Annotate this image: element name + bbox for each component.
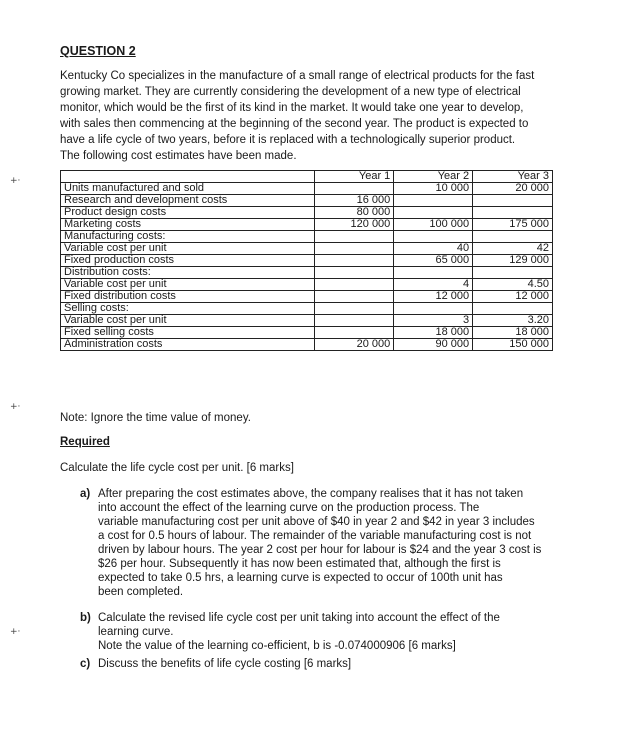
table-row bbox=[61, 255, 553, 267]
part-letter: b) bbox=[80, 612, 91, 624]
part-line: Note the value of the learning co-efficient, b is -0.074000906 [6 marks] bbox=[98, 640, 456, 652]
part-a bbox=[80, 487, 550, 599]
intro-line: growing market. They are currently considering the development of a new type of electrical bbox=[60, 86, 521, 98]
table-row bbox=[61, 267, 553, 279]
cell-year3 bbox=[473, 195, 553, 207]
part-line: driven by labour hours. The year 2 cost per hour for labour is $24 and the year 3 cost is bbox=[98, 544, 542, 556]
part-line: learning curve. bbox=[98, 626, 174, 638]
row-label: Product design costs bbox=[61, 207, 315, 219]
intro-line: with sales then commencing at the beginning of the second year. The product is expected to bbox=[60, 118, 529, 130]
intro-line: monitor, which would be the first of its kind in the market. It would take one year to develop, bbox=[60, 102, 524, 114]
cell-year1 bbox=[315, 303, 394, 315]
cell-year3: 4.50 bbox=[473, 279, 553, 291]
row-label: Administration costs bbox=[61, 339, 315, 351]
calculate-instruction: Calculate the life cycle cost per unit. [6 marks] bbox=[60, 462, 294, 474]
note-text: Note: Ignore the time value of money. bbox=[60, 412, 251, 424]
row-label: Units manufactured and sold bbox=[61, 183, 315, 195]
cell-year3: 42 bbox=[473, 243, 553, 255]
cell-year2: 90 000 bbox=[394, 339, 473, 351]
cell-year3 bbox=[473, 267, 553, 279]
row-label: Variable cost per unit bbox=[61, 279, 315, 291]
row-label: Marketing costs bbox=[61, 219, 315, 231]
part-letter: a) bbox=[80, 488, 91, 500]
table-row bbox=[61, 303, 553, 315]
part-line: been completed. bbox=[98, 586, 184, 598]
cell-year3: 150 000 bbox=[473, 339, 553, 351]
part-line: a cost for 0.5 hours of labour. The remainder of the variable manufacturing cost is not bbox=[98, 530, 532, 542]
table-row bbox=[61, 243, 553, 255]
part-line: into account the effect of the learning curve on the production process. The bbox=[98, 502, 480, 514]
cell-year3: 18 000 bbox=[473, 327, 553, 339]
table-header-cell: Year 3 bbox=[473, 171, 553, 183]
part-line: After preparing the cost estimates above, the company realises that it has not taken bbox=[98, 488, 524, 500]
margin-mark: +· bbox=[10, 627, 21, 637]
cell-year2 bbox=[394, 267, 473, 279]
part-line: $26 per hour. Subsequently it has now been estimated that, although the first is bbox=[98, 558, 501, 570]
row-label: Fixed selling costs bbox=[61, 327, 315, 339]
cell-year1: 120 000 bbox=[315, 219, 394, 231]
table-header-cell: Year 2 bbox=[394, 171, 473, 183]
cell-year1 bbox=[315, 231, 394, 243]
table-row bbox=[61, 339, 553, 351]
row-label: Research and development costs bbox=[61, 195, 315, 207]
part-body bbox=[98, 611, 550, 653]
cell-year3: 20 000 bbox=[473, 183, 553, 195]
cell-year1 bbox=[315, 243, 394, 255]
cell-year2 bbox=[394, 231, 473, 243]
part-line: Calculate the revised life cycle cost per unit taking into account the effect of the bbox=[98, 612, 500, 624]
row-label: Variable cost per unit bbox=[61, 243, 315, 255]
margin-mark: +· bbox=[10, 402, 21, 412]
row-label: Selling costs: bbox=[61, 303, 315, 315]
table-row bbox=[61, 195, 553, 207]
part-b bbox=[80, 611, 550, 653]
intro-line: The following cost estimates have been made. bbox=[60, 150, 297, 162]
required-heading: Required bbox=[60, 436, 110, 448]
cell-year3: 12 000 bbox=[473, 291, 553, 303]
cell-year2: 40 bbox=[394, 243, 473, 255]
cell-year2 bbox=[394, 207, 473, 219]
cell-year2: 10 000 bbox=[394, 183, 473, 195]
cell-year1 bbox=[315, 267, 394, 279]
cell-year2: 18 000 bbox=[394, 327, 473, 339]
table-header-cell: Year 1 bbox=[315, 171, 394, 183]
cell-year3 bbox=[473, 231, 553, 243]
row-label: Fixed production costs bbox=[61, 255, 315, 267]
cell-year2: 100 000 bbox=[394, 219, 473, 231]
cell-year3: 129 000 bbox=[473, 255, 553, 267]
cell-year3 bbox=[473, 303, 553, 315]
table-row bbox=[61, 207, 553, 219]
cell-year2: 65 000 bbox=[394, 255, 473, 267]
table-row bbox=[61, 327, 553, 339]
row-label: Manufacturing costs: bbox=[61, 231, 315, 243]
intro-line: have a life cycle of two years, before it is replaced with a technologically superior product. bbox=[60, 134, 516, 146]
part-letter: c) bbox=[80, 658, 91, 670]
cell-year1: 16 000 bbox=[315, 195, 394, 207]
table-row bbox=[61, 231, 553, 243]
row-label: Variable cost per unit bbox=[61, 315, 315, 327]
cell-year2 bbox=[394, 303, 473, 315]
part-line: expected to take 0.5 hrs, a learning curve is expected to occur of 100th unit has bbox=[98, 572, 503, 584]
part-c bbox=[80, 657, 550, 671]
question-title: QUESTION 2 bbox=[60, 44, 136, 58]
cell-year1 bbox=[315, 279, 394, 291]
table-row bbox=[61, 315, 553, 327]
table-header-cell bbox=[61, 171, 315, 183]
intro-paragraph bbox=[60, 68, 588, 164]
cell-year1 bbox=[315, 255, 394, 267]
intro-line: Kentucky Co specializes in the manufacture of a small range of electrical products for the fast bbox=[60, 70, 535, 82]
part-line: Discuss the benefits of life cycle costing [6 marks] bbox=[98, 658, 352, 670]
cell-year1: 20 000 bbox=[315, 339, 394, 351]
table-header-row bbox=[61, 171, 553, 183]
cell-year3: 175 000 bbox=[473, 219, 553, 231]
cell-year1 bbox=[315, 315, 394, 327]
part-line: variable manufacturing cost per unit above of $40 in year 2 and $42 in year 3 includes bbox=[98, 516, 535, 528]
table-row bbox=[61, 279, 553, 291]
cell-year1: 80 000 bbox=[315, 207, 394, 219]
row-label: Distribution costs: bbox=[61, 267, 315, 279]
cell-year3: 3.20 bbox=[473, 315, 553, 327]
cell-year2: 4 bbox=[394, 279, 473, 291]
cell-year1 bbox=[315, 327, 394, 339]
cell-year1 bbox=[315, 291, 394, 303]
cell-year3 bbox=[473, 207, 553, 219]
cell-year1 bbox=[315, 183, 394, 195]
cell-year2 bbox=[394, 195, 473, 207]
table-row bbox=[61, 183, 553, 195]
part-body bbox=[98, 657, 550, 671]
part-body bbox=[98, 487, 550, 599]
margin-mark: +· bbox=[10, 176, 21, 186]
row-label: Fixed distribution costs bbox=[61, 291, 315, 303]
cell-year2: 12 000 bbox=[394, 291, 473, 303]
table-row bbox=[61, 291, 553, 303]
cell-year2: 3 bbox=[394, 315, 473, 327]
table-row bbox=[61, 219, 553, 231]
cost-estimates-table bbox=[60, 170, 553, 351]
